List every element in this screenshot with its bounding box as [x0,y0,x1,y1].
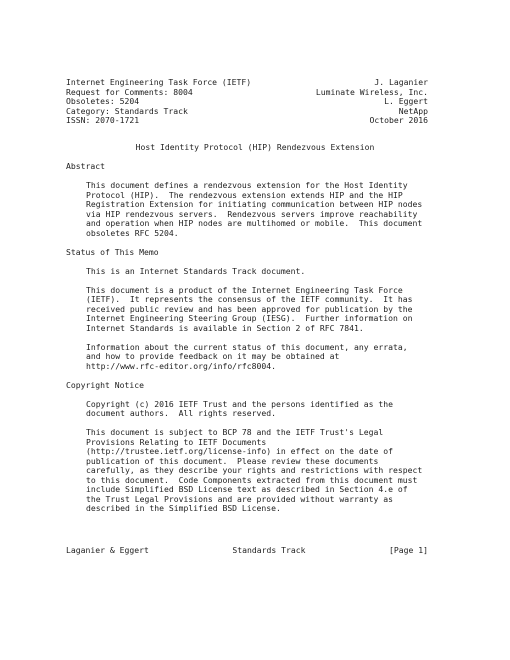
section-heading-abstract: Abstract [66,161,105,171]
text-line: document authors. All rights reserved. [86,408,277,418]
text-line: This document defines a rendezvous extension for the Host Identity [86,180,408,190]
document-body [66,162,436,514]
page-footer [66,546,428,556]
text-line: http://www.rfc-editor.org/info/rfc8004. [86,360,277,371]
text-line: to this document. Code Components extracted from this document must [86,474,418,485]
text-line: via HIP rendezvous servers. Rendezvous servers improve reachability [86,208,418,219]
footer-category: Standards Track [232,545,306,555]
text-line: the Trust Legal Provisions and are provided without warranty as [86,493,393,504]
issn: ISSN: 2070-1721 [66,115,140,125]
publication-date: October 2016 [369,115,428,125]
status-paragraph [86,343,436,372]
category: Category: Standards Track [66,105,188,116]
text-line: Information about the current status of this document, any errata, [86,341,408,352]
author-2-name: L. Eggert [384,96,428,106]
text-line: include Simplified BSD License text as described in Section 4.e of [86,484,408,494]
working-group: Internet Engineering Task Force (IETF) [66,77,252,87]
text-line: described in the Simplified BSD License. [86,503,281,513]
document-title: Host Identity Protocol (HIP) Rendezvous Extension [135,142,375,152]
text-line: This document is subject to BCP 78 and the IETF Trust's Legal [86,427,384,437]
obsoletes: Obsoletes: 5204 [66,96,140,106]
copyright-paragraph [86,428,436,514]
rfc-number: Request for Comments: 8004 [66,86,193,97]
text-line: publication of this document. Please review these documents [86,455,379,466]
status-paragraph [86,286,436,334]
text-line: Internet Engineering Steering Group (IESG). Further information on [86,313,413,323]
text-line: This document is a product of the Internet Engineering Task Force [86,284,403,295]
page-number: [Page 1] [389,545,428,555]
copyright-paragraph [86,400,436,419]
text-line: carefully, as they describe your rights and restrictions with respect [86,465,423,475]
author-1-name: J. Laganier [374,77,428,87]
header-row [66,116,428,126]
document-header [66,78,428,126]
footer-authors: Laganier & Eggert [66,545,149,555]
section-heading-status: Status of This Memo [66,246,159,257]
author-1-affiliation: Luminate Wireless, Inc. [315,86,428,97]
text-line: Internet Standards is available in Section 2 of RFC 7841. [86,322,364,333]
text-line: obsoletes RFC 5204. [86,227,179,238]
text-line: received public review and has been approved for publication by the [86,303,413,314]
text-line: Registration Extension for initiating communication between HIP nodes [86,199,423,209]
text-line: This is an Internet Standards Track document. [86,265,306,276]
author-2-affiliation: NetApp [398,105,428,116]
text-line: and operation when HIP nodes are multihomed or mobile. This document [86,218,423,228]
text-line: Provisions Relating to IETF Documents [86,436,267,447]
abstract-paragraph [86,181,436,238]
status-paragraph [86,267,436,277]
text-line: and how to provide feedback on it may be obtained at [86,351,340,361]
text-line: (IETF). It represents the consensus of the IETF community. It has [86,294,413,304]
section-heading-copyright: Copyright Notice [66,379,144,390]
text-line: Protocol (HIP). The rendezvous extension extends HIP and the HIP [86,189,403,200]
text-line: (http://trustee.ietf.org/license-info) in effect on the date of [86,446,393,456]
text-line: Copyright (c) 2016 IETF Trust and the persons identified as the [86,398,393,409]
